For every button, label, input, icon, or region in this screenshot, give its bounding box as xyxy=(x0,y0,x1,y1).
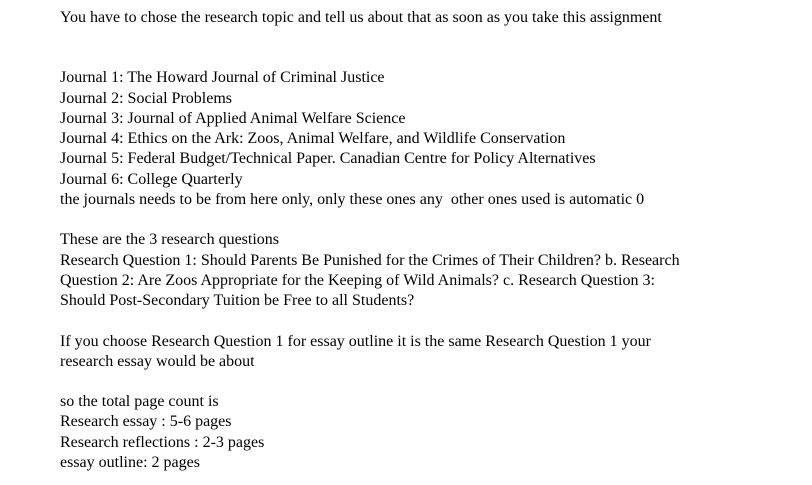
question-line: Should Post-Secondary Tuition be Free to all Students? xyxy=(60,292,415,310)
journal-list xyxy=(60,68,800,210)
outline-note-line: If you choose Research Question 1 for essay outline it is the same Research Question 1 your xyxy=(60,332,651,350)
page-count-section xyxy=(60,392,800,473)
spacer xyxy=(60,28,800,68)
spacer xyxy=(60,312,800,332)
questions-heading: These are the 3 research questions xyxy=(60,231,280,249)
question-line: Question 2: Are Zoos Appropriate for the Keeping of Wild Animals? c. Research Question 3: xyxy=(60,271,655,289)
outline-note xyxy=(60,332,800,373)
page-count-item: essay outline: 2 pages xyxy=(60,454,200,472)
journal-item: Journal 1: The Howard Journal of Criminal Justice xyxy=(60,69,385,87)
outline-note-line: research essay would be about xyxy=(60,352,255,370)
spacer xyxy=(60,372,800,392)
journal-item: Journal 3: Journal of Applied Animal Welfare Science xyxy=(60,109,406,127)
page-count-heading: so the total page count is xyxy=(60,393,219,411)
journal-item: Journal 6: College Quarterly xyxy=(60,170,243,188)
journal-item: Journal 5: Federal Budget/Technical Paper. Canadian Centre for Policy Alternatives xyxy=(60,150,596,168)
research-questions xyxy=(60,230,800,311)
page-count-item: Research reflections : 2-3 pages xyxy=(60,433,265,451)
document-body xyxy=(60,8,800,473)
journals-note: the journals needs to be from here only, only these ones any other ones used is automatic 0 xyxy=(60,191,645,209)
spacer xyxy=(60,210,800,230)
journal-item: Journal 4: Ethics on the Ark: Zoos, Animal Welfare, and Wildlife Conservation xyxy=(60,130,566,148)
page-count-item: Research essay : 5-6 pages xyxy=(60,413,232,431)
journal-item: Journal 2: Social Problems xyxy=(60,89,232,107)
intro-text: You have to chose the research topic and tell us about that as soon as you take this assignment xyxy=(60,9,662,26)
question-line: Research Question 1: Should Parents Be Punished for the Crimes of Their Children? b. Research xyxy=(60,251,680,269)
